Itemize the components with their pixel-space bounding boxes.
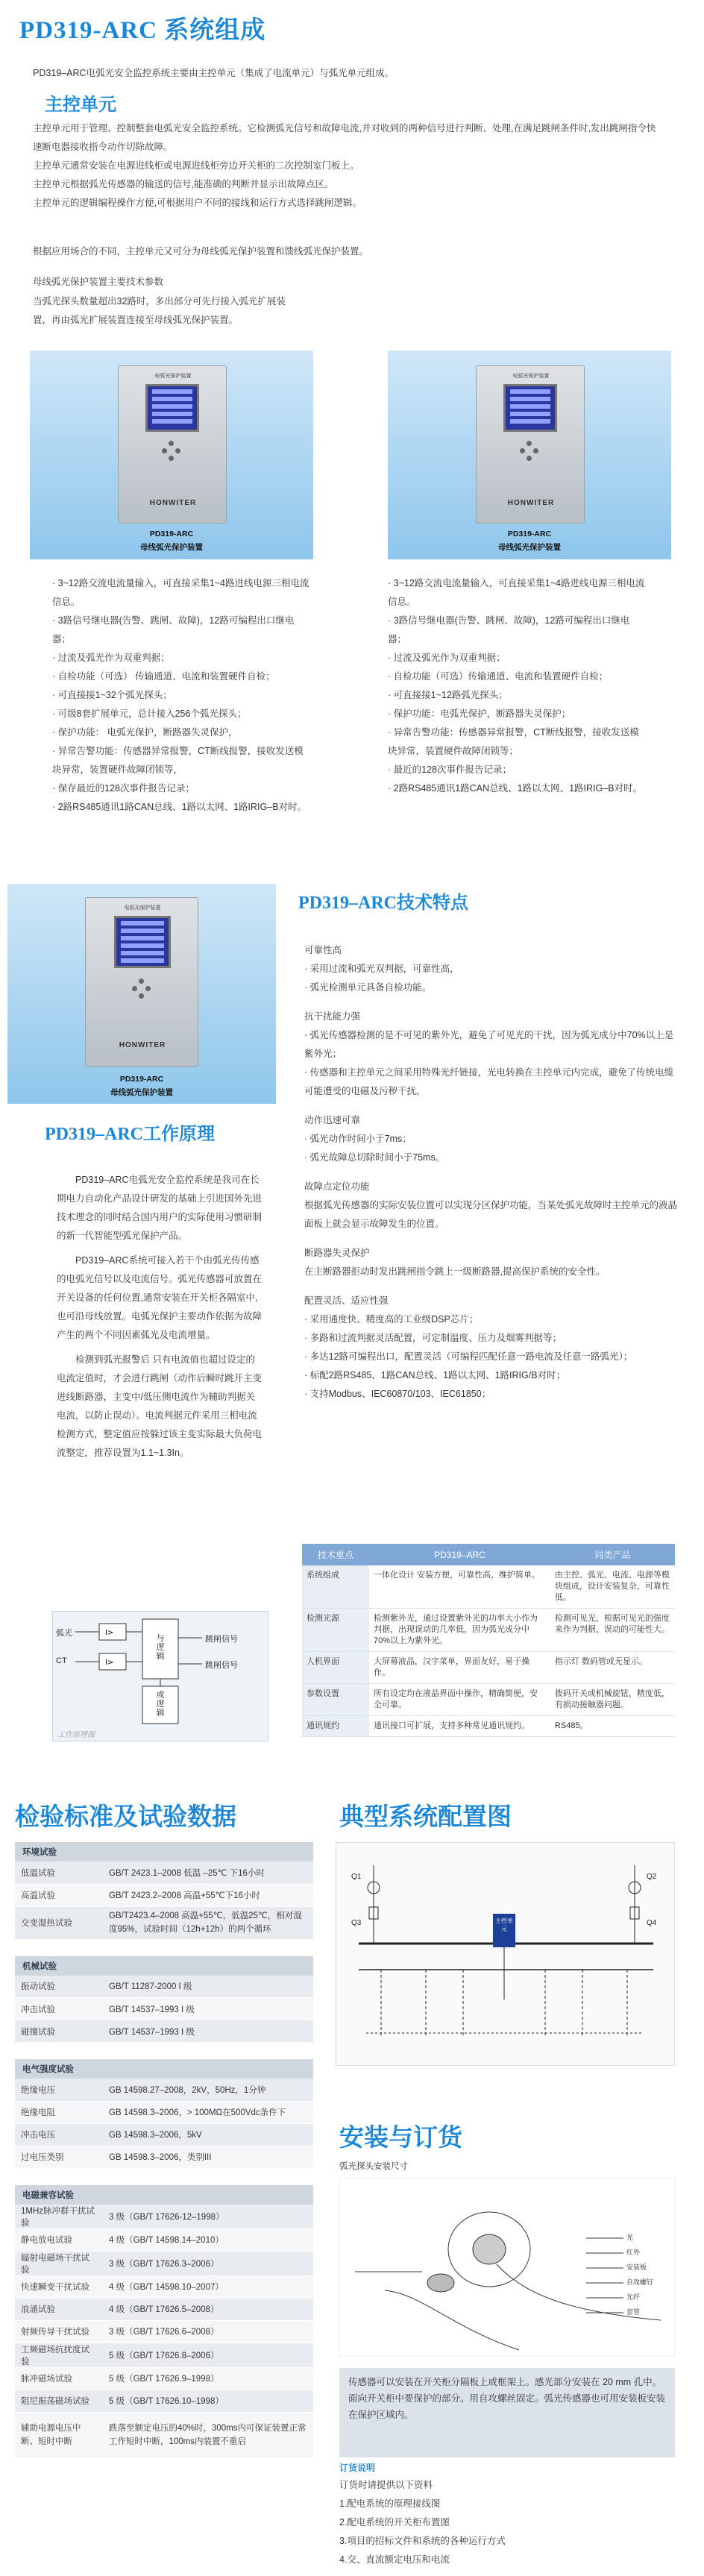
table-row: [15, 2101, 313, 2123]
spec-item: · 自检功能（可选） 传输通道、电流和装置硬件自检；: [52, 671, 275, 682]
cmp-cell: RS485。: [550, 1716, 675, 1737]
std-val: GB/T 2423.2–2008 高温+55℃下16小时: [103, 1884, 313, 1906]
device-brand: HONWITER: [507, 499, 555, 507]
table-row: [15, 2020, 313, 2043]
spec-item: · 自检功能（可选）传输通道、电流和装置硬件自检；: [388, 671, 609, 682]
std-key: 阻尼振荡磁场试验: [15, 2390, 103, 2412]
list-item: 1.配电系统的原理接线图: [339, 2498, 441, 2509]
std-key: 静电放电试验: [15, 2228, 103, 2251]
main-unit-heading: 主控单元: [45, 95, 116, 115]
order-list: [339, 2476, 675, 2569]
spec-item: · 可级8套扩展单元，总计接入256个弧光探头；: [52, 709, 247, 719]
device-caption-sub: 母线弧光保护装置: [140, 543, 203, 552]
comparison-table: [302, 1544, 675, 1737]
std-val: GB/T2423.4–2008 高温+55℃，低温25℃，相对湿度95%，试验时间（12h+12h）的两个循环: [103, 1906, 313, 1939]
table-row: [302, 1609, 675, 1652]
cmp-key: 系统组成: [302, 1565, 369, 1609]
table-row: [15, 1976, 313, 1998]
q-label: Q1: [351, 1873, 362, 1881]
feature-line: · 传感器和主控单元之间采用特殊光纤链接，光电转换在主控单元内完成，避免了传统电缆可能遭受的电磁及污秽干扰。: [304, 1067, 674, 1096]
std-val: 3 级（GB/T 17626.6–2008）: [103, 2320, 313, 2343]
list-item: 2.配电系统的开关柜布置图: [339, 2517, 450, 2528]
main-unit-para: 主控单元的逻辑编程操作方便,可根据用户不同的接线和运行方式选择跳闸逻辑。: [33, 198, 362, 208]
device-caption-sub: 母线弧光保护装置: [110, 1088, 173, 1097]
spec-item: · 3~12路交流电流量输入，可直接采集1~4路进线电源三相电流信息。: [52, 578, 309, 607]
part-label: 光: [626, 2234, 634, 2241]
device-caption: PD319-ARC: [507, 530, 552, 538]
part-label: 自攻螺钉: [626, 2278, 654, 2286]
std-key: 绝缘电阻: [15, 2101, 103, 2123]
device-front: [85, 897, 198, 1067]
std-val: 跌落至额定电压的40%时，300ms内可保证装置正常工作短时中断，100ms内装置不重启: [103, 2412, 313, 2458]
principle-body: [57, 1171, 264, 1463]
std-key: 辐射电磁场干扰试验: [15, 2251, 103, 2275]
sensor-drawing: [339, 2178, 675, 2357]
spec-item: · 过流及弧光作为双重判据；: [52, 653, 170, 663]
table-row: [15, 1998, 313, 2020]
main-unit-para: 主控单元通常安装在电源进线柜或电源进线柜旁边开关柜的二次控制室门板上。: [33, 160, 359, 171]
principle-heading: PD319–ARC工作原理: [45, 1125, 215, 1144]
feature-line: · 多路和过流判据灵活配置，可定制温度、压力及烟雾判据等；: [304, 1333, 562, 1343]
std-val: GB 14598.3–2006，5kV: [103, 2123, 313, 2146]
logic-or-gate: 或逻辑: [156, 1691, 165, 1718]
table-row: [15, 2205, 313, 2229]
device-photo-3: [7, 884, 276, 1104]
order-intro: 订货时请提供以下资料: [339, 2480, 433, 2490]
cmp-header: 同类产品: [550, 1544, 675, 1565]
device-caption: PD319-ARC: [119, 1075, 164, 1084]
std-val: 5 级（GB/T 17626.10–1998）: [103, 2390, 313, 2412]
part-label: 光纤: [626, 2293, 641, 2301]
spec-item: · 保护功能：电弧光保护，断路器失灵保护；: [388, 709, 571, 719]
order-title: 订货说明: [339, 2463, 376, 2473]
features-heading: PD319–ARC技术特点: [298, 893, 468, 913]
typical-heading: 典型系统配置图: [339, 1804, 512, 1831]
spec-item: · 最近的128次事件报告记录；: [388, 764, 512, 775]
feature-title: 故障点定位功能: [304, 1181, 370, 1192]
device-photo-2: [388, 351, 671, 559]
main-unit-para2: 根据应用场合的不同，主控单元又可分为母线弧光保护装置和馈线弧光保护装置。: [33, 246, 369, 257]
main-unit-body: [33, 119, 659, 213]
device-front: [476, 365, 585, 524]
features-body: [304, 941, 677, 1404]
std-key: 过电压类别: [15, 2146, 103, 2168]
device-caption: PD319-ARC: [149, 530, 194, 538]
std-key: 浪涌试验: [15, 2298, 103, 2320]
std-key: 冲击电压: [15, 2123, 103, 2146]
logic-diagram: [52, 1611, 268, 1741]
table-row: [15, 2320, 313, 2343]
spec-item: · 保护功能： 电弧光保护，断路器失灵保护，: [52, 727, 238, 738]
feature-title: 配置灵活、适应性强: [304, 1295, 389, 1306]
feature-line: · 多达12路可编程出口，配置灵活（可编程匹配任意一路电流及任意一路弧光）；: [304, 1351, 633, 1362]
install-sub: 弧光探头安装尺寸: [339, 2162, 408, 2171]
feature-line: 根据弧光传感器的实际安装位置可以实现分区保护功能，当某处弧光故障时主控单元的液晶面板上就会显示故障发生的位置。: [304, 1200, 678, 1229]
cmp-cell: 通讯接口可扩展，支持多种常见通讯规约。: [369, 1716, 550, 1737]
main-unit-para: 主控单元用于管理、控制整套电弧光安全监控系统。它检测弧光信号和故障电流,并对收到的两种信号进行判断、处理,在满足跳闸条件时,发出跳闸指令快速断电器接收指令动作切除故障。: [33, 123, 656, 152]
table-row: [302, 1684, 675, 1716]
feature-line: · 支持Modbus、IEC60870/103、IEC61850；: [304, 1389, 491, 1399]
spec-item: · 3路信号继电器(告警、跳闸、故障)，12路可编程出口继电器；: [52, 615, 295, 644]
principle-para: PD319–ARC电弧光安全监控系统是我司在长期电力自动化产品设计研发的基础上引进国外先进技术理念的同时结合国内用户的实际使用习惯研制的新一代智能型弧光保护产品。: [57, 1175, 263, 1241]
feature-line: · 弧光动作时间小于7ms；: [304, 1134, 412, 1144]
table-row: [15, 2298, 313, 2320]
std-key: 冲击试验: [15, 1998, 103, 2020]
table-row: [15, 2275, 313, 2298]
cmp-cell: 大屏幕液晶，汉字菜单，界面友好，易于操作。: [369, 1652, 550, 1684]
table-row: [15, 2228, 313, 2251]
std-key: 低温试验: [15, 1862, 103, 1884]
std-val: GB 14598.3–2006，> 100MΩ在500Vdc条件下: [103, 2101, 313, 2123]
q-label: Q3: [351, 1919, 362, 1927]
std-val: 4 级（GB/T 14598.10–2007）: [103, 2275, 313, 2298]
feature-line: · 采用过流和弧光双判据，可靠性高，: [304, 964, 459, 974]
lcd-screen: [503, 384, 557, 432]
std-val: GB/T 14537–1993 I 级: [103, 2020, 313, 2043]
std-val: GB/T 2423.1–2008 低温 –25℃ 下16小时: [103, 1862, 313, 1884]
feature-line: · 弧光检测单元具备自检功能。: [304, 982, 432, 993]
main-unit-box: 主控单元: [493, 1914, 515, 1947]
std-key: 快速瞬变干扰试验: [15, 2275, 103, 2298]
device-brand: HONWITER: [119, 1041, 166, 1049]
cmp-header: 技术重点: [302, 1544, 369, 1565]
std-key: 工频磁场抗扰度试验: [15, 2343, 103, 2367]
table-row: [15, 2251, 313, 2275]
spec-item: · 2路RS485通讯1路CAN总线、1路以太网、1路IRIG–B对时。: [52, 802, 307, 812]
spec-item: · 可直接接1~32个弧光探头；: [52, 690, 172, 700]
feature-title: 可靠性高: [304, 945, 342, 955]
std-val: 3 级（GB/T 17626-12–1998）: [103, 2205, 313, 2229]
spec-item: · 可直接接1~12路弧光探头；: [388, 690, 508, 700]
page-title: PD319-ARC 系统组成: [19, 17, 266, 44]
table-row: [15, 1862, 313, 1884]
table-row: [15, 2343, 313, 2367]
cmp-cell: 所有设定均在液晶界面中操作，精确简便，安全可靠。: [369, 1684, 550, 1716]
part-label: 红外: [626, 2249, 641, 2256]
install-note-box: [339, 2368, 675, 2457]
main-unit-para: 主控单元根据弧光传感器的输送的信号,能准确的判断并显示出故障点区。: [33, 179, 334, 189]
feature-line: · 采用通度快、精度高的工业级DSP芯片；: [304, 1314, 479, 1325]
q-label: Q4: [647, 1919, 657, 1927]
device-photo-1: [30, 351, 313, 559]
lcd-screen: [114, 916, 171, 968]
spec-item: · 过流及弧光作为双重判据；: [388, 653, 506, 663]
spec-item: · 3~12路交流电流量输入，可直接采集1~4路进线电源三相电流信息。: [388, 578, 645, 607]
std-key: 1MHz脉冲群干扰试验: [15, 2205, 103, 2229]
std-val: GB/T 11287-2000 I 级: [103, 1976, 313, 1998]
table-row: [15, 1884, 313, 1906]
left-spec-list: [52, 574, 309, 817]
intro-text: PD319–ARC电弧光安全监控系统主要由主控单元（集成了电流单元）与弧光单元组成。: [33, 68, 395, 78]
table-row: [15, 2123, 313, 2146]
feature-title: 断路器失灵保护: [304, 1248, 370, 1258]
std-key: 射频传导干扰试验: [15, 2320, 103, 2343]
cmp-header: PD319–ARC: [369, 1544, 550, 1565]
logic-caption: 工作原理图: [57, 1731, 95, 1739]
std-val: 4 级（GB/T 17626.5–2008）: [103, 2298, 313, 2320]
logic-and-gate: 与逻辑: [156, 1634, 165, 1661]
q-label: Q2: [647, 1873, 657, 1881]
svg-text:I>: I>: [105, 1659, 114, 1667]
spec-item: · 保存最近的128次事件报告记录；: [52, 783, 195, 794]
feature-line: · 弧光传感器检测的是不可见的紫外光，避免了可见光的干扰，因为弧光成分中70%以上是紫外光；: [304, 1030, 674, 1059]
std-key: 辅助电源电压中断、短时中断: [15, 2412, 103, 2458]
std-val: 5 级（GB/T 17626.8–2006）: [103, 2343, 313, 2367]
feature-line: · 弧光故障总切除时间小于75ms。: [304, 1152, 445, 1163]
cmp-cell: 检测可见光，根据可见光的强度来作为判据，误动的可能性大。: [550, 1609, 675, 1652]
device-front: [118, 365, 227, 524]
typical-diagram: [336, 1842, 675, 2066]
cmp-cell: 由主控、弧光、电流、电源等模块组成，设计安装复杂，可靠性低。: [550, 1565, 675, 1609]
std-key: 碰撞试验: [15, 2020, 103, 2043]
std-section-title: 机械试验: [15, 1956, 313, 1976]
part-label: 套管: [626, 2308, 641, 2316]
device-caption-sub: 母线弧光保护装置: [498, 543, 561, 552]
std-section-title: 电气强度试验: [15, 2059, 313, 2079]
table-row: [15, 2079, 313, 2101]
cmp-cell: 一体化设计 安装方便，可靠性高，维护简单。: [369, 1565, 550, 1609]
device-brand: HONWITER: [149, 499, 197, 507]
cmp-cell: 指示灯 数码管或无显示。: [550, 1652, 675, 1684]
table-row: [15, 2367, 313, 2390]
std-val: GB/T 14537–1993 I 级: [103, 1998, 313, 2020]
device-top-label: 电弧光保护装置: [512, 374, 550, 379]
std-section-title: 电磁兼容试验: [15, 2185, 313, 2205]
list-item: 4.交、直流额定电压和电流: [339, 2554, 450, 2565]
std-val: 3 级（GB/T 17626.3–2006）: [103, 2251, 313, 2275]
logic-in-ct: CT: [56, 1656, 67, 1665]
table-row: [15, 1906, 313, 1939]
principle-para: 检测到弧光报警后 只有电流值也超过设定的电流定值时，才会进行跳闸（动作后瞬时跳开主变进线断路器，主变中/低压侧电流作为辅助判据关电流，以防止误动）。电流判据元件采用三相电流检测方式，整定值应按躲过该主变实际最大负荷电流整定，推荐设置为1.1~1.3In。: [57, 1354, 263, 1458]
cmp-cell: 拨码开关或机械旋钮，精度低，有损动接触器问题。: [550, 1684, 675, 1716]
cmp-key: 人机界面: [302, 1652, 369, 1684]
device-top-label: 电弧光保护装置: [124, 905, 161, 911]
spec-item: · 3路信号继电器(告警、跳闸、故障)，12路可编程出口继电器；: [388, 615, 630, 644]
std-val: GB 14598.27–2008，2kV，50Hz，1分钟: [103, 2079, 313, 2101]
std-val: GB 14598.3–2006，类别III: [103, 2146, 313, 2168]
part-label: 安装板: [626, 2264, 647, 2271]
std-section-title: 环境试验: [15, 1842, 313, 1862]
table-row: [15, 2390, 313, 2412]
busbar-subtitle: 母线弧光保护装置主要技术参数: [33, 277, 164, 287]
device-top-label: 电弧光保护装置: [154, 374, 192, 379]
busbar-subtext: 当弧光探头数量超出32路时，多出部分可先行接入弧光扩展装置，再由弧光扩展装置连接至母线弧光保护装置。: [33, 296, 286, 325]
std-key: 高温试验: [15, 1884, 103, 1906]
standards-heading: 检验标准及试验数据: [15, 1804, 236, 1831]
std-key: 绝缘电压: [15, 2079, 103, 2101]
std-key: 脉冲磁场试验: [15, 2367, 103, 2390]
spec-item: · 异常告警功能：传感器异常报警，CT断线报警，接收发送模块异常，装置硬件故障闭锁等，: [52, 746, 304, 775]
feature-title: 抗干扰能力强: [304, 1011, 361, 1022]
cmp-cell: 检测紫外光，通过设置紫外光的功率大小作为判据，出现误动的几率低，因为弧光成分中70%以上为紫外光。: [369, 1609, 550, 1652]
feature-line: · 标配2路RS485、1路CAN总线、1路以太网、1路IRIG/B对时；: [304, 1370, 566, 1380]
lcd-screen: [145, 384, 199, 432]
spec-item: · 异常告警功能：传感器异常报警，CT断线报警，接收发送模块异常，装置硬件故障闭锁等；: [388, 727, 639, 756]
install-note: 传感器可以安装在开关柜分隔板上或框架上。感光部分安装在 20 mm 孔中。面向开关柜中要保护的部分。用自攻螺丝固定。弧光传感器也可用安装板安装在保护区域内。: [348, 2377, 666, 2420]
cmp-key: 检测光源: [302, 1609, 369, 1652]
table-row: [15, 2146, 313, 2168]
std-key: 交变湿热试验: [15, 1906, 103, 1939]
std-val: 4 级（GB/T 14598.14–2010）: [103, 2228, 313, 2251]
table-row: [302, 1565, 675, 1609]
table-row: [302, 1652, 675, 1684]
cmp-key: 通讯规约: [302, 1716, 369, 1737]
std-key: 振动试验: [15, 1976, 103, 1998]
list-item: 3.项目的招标文件和系统的各种运行方式: [339, 2536, 506, 2546]
table-row: [15, 2412, 313, 2458]
feature-line: 在主断路器拒动时发出跳闸指令跳上一级断路器,提高保护系统的安全性。: [304, 1266, 606, 1277]
spec-item: · 2路RS485通讯1路CAN总线、1路以太网、1路IRIG–B对时。: [388, 783, 643, 794]
svg-text:I>: I>: [105, 1629, 114, 1637]
standards-table: [15, 1842, 313, 2459]
std-val: 5 级（GB/T 17626.9–1998）: [103, 2367, 313, 2390]
cmp-key: 参数设置: [302, 1684, 369, 1716]
feature-title: 动作迅速可靠: [304, 1115, 361, 1125]
right-spec-list: [388, 574, 645, 798]
install-heading: 安装与订货: [339, 2125, 462, 2152]
table-row: [302, 1716, 675, 1737]
principle-para: PD319–ARC系统可接入若干个由弧光传传感的电弧光信号以及电流信号。弧光传感器可放置在开关设备的任何位置,通常安装在开关柜各隔室中,也可沿母线放置。电弧光保护主要动作依据为故障产生的两个不同因素弧光及电流增量。: [57, 1255, 263, 1340]
logic-out-2: 跳闸信号: [205, 1661, 238, 1670]
logic-out-1: 跳闸信号: [205, 1635, 238, 1644]
logic-in-arc: 弧光: [56, 1629, 72, 1638]
